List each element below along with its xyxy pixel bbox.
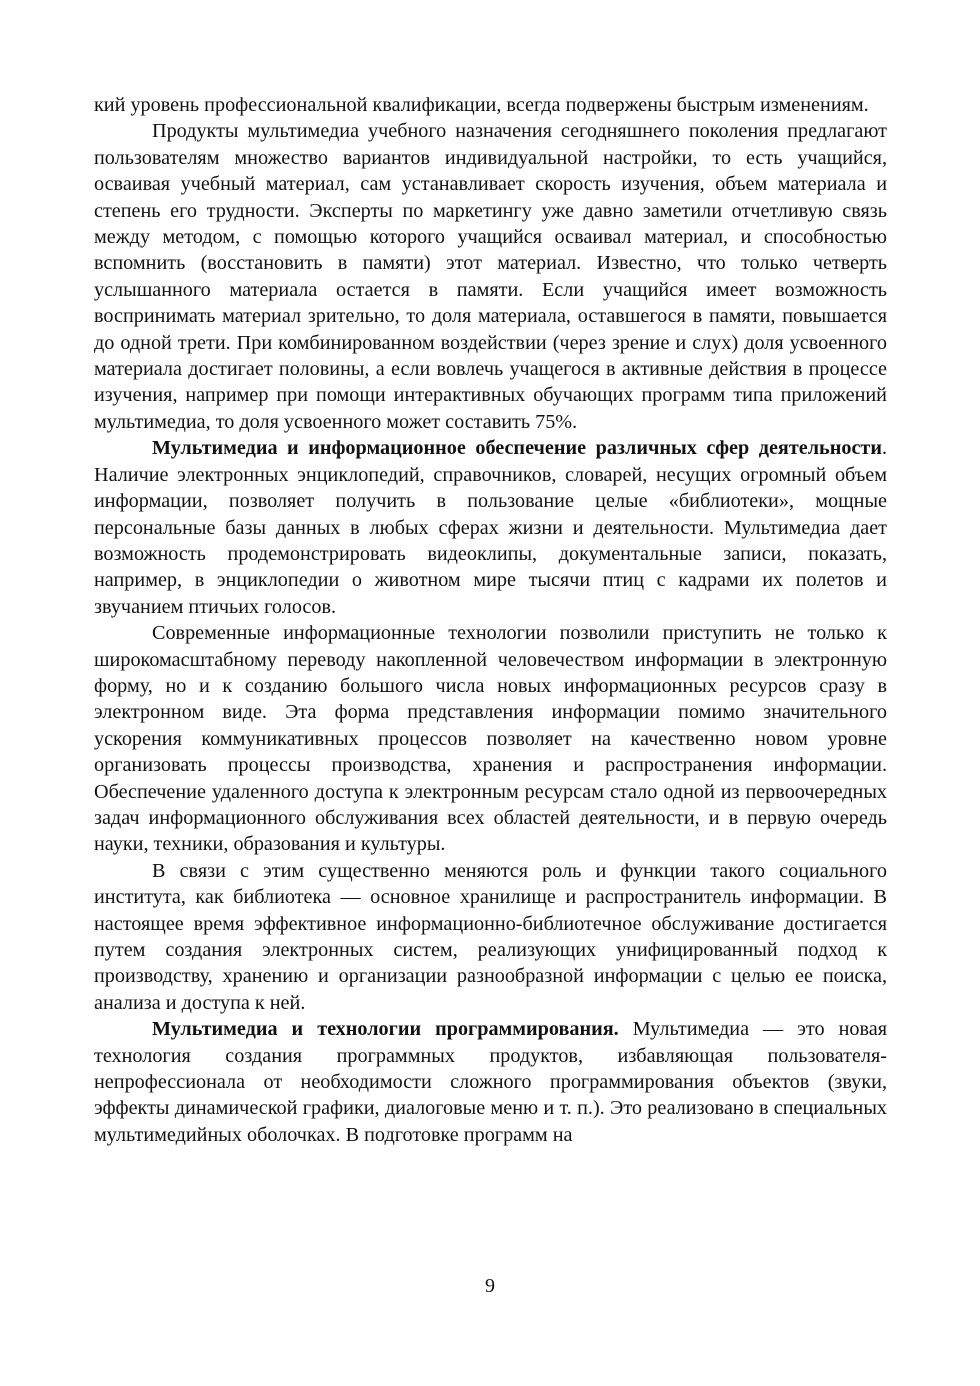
paragraph-modern-technologies: Современные информационные технологии позволили приступить не только к широкомасштабному переводу накопленной человечеством информации в электронную форму, но и к созданию большого числа новых информационных ресурсов сразу в электронном виде. Эта форма представления информации помимо значительного ускорения коммуникативных процессов позволяет на качественно новом уровне организовать процессы производства, хранения и распространения информации. Обеспечение удаленного доступа к электронным ресурсам стало одной из первоочередных задач информационного обслуживания всех областей деятельности, и в первую очередь науки, техники, образования и культуры. (94, 622, 887, 856)
page-body (94, 92, 887, 1148)
section-heading-programming: Мультимедиа и технологии программирования. (152, 1018, 619, 1041)
paragraph-text: . Наличие электронных энциклопедий, справочников, словарей, несущих огромный объем информации, позволяет получить в пользование целые «библиотеки», мощные персональные базы данных в любых сферах жизни и деятельности. Мультимедиа дает возможность продемонстрировать видеоклипы, документальные записи, показать, например, в энциклопедии о животном мире тысячи птиц с кадрами их полетов и звучанием птичьих голосов. (94, 437, 887, 618)
paragraph-programming (94, 1016, 887, 1148)
paragraph-library-role: В связи с этим существенно меняются роль и функции такого социального института, как библиотека — основное хранилище и распространитель информации. В настоящее время эффективное информационно-библиотечное обслуживание достигается путем создания электронных систем, реализующих унифицированный подход к производству, хранению и организации разнообразной информации с целью ее поиска, анализа и доступа к ней. (94, 859, 887, 1014)
paragraph-information-support (94, 435, 887, 620)
paragraph-learning-products: Продукты мультимедиа учебного назначения сегодняшнего поколения предлагают пользователям множество вариантов индивидуальной настройки, то есть учащийся, осваивая учебный материал, сам устанавливает скорость изучения, объем материала и степень его трудности. Эксперты по маркетингу уже давно заметили отчетливую связь между методом, с помощью которого учащийся осваивал материал, и способностью вспомнить (восстановить в памяти) этот материал. Известно, что только четверть услышанного материала остается в памяти. Если учащийся имеет возможность воспринимать материал зрительно, то доля материала, оставшегося в памяти, повышается до одной трети. При комбинированном воздействии (через зрение и слух) доля усвоенного материала достигает половины, а если вовлечь учащегося в активные действия в процессе изучения, например при помощи интерактивных обучающих программ типа приложений мультимедиа, то доля усвоенного может составить 75%. (94, 120, 887, 433)
paragraph-continuation: кий уровень профессиональной квалификации, всегда подвержены быстрым изменениям. (94, 94, 869, 116)
page-number: 9 (485, 1275, 495, 1297)
paragraph-text: Мультимедиа — это новая технология создания программных продуктов, избавляющая пользователя-непрофессионала от необходимости сложного программирования объектов (звуки, эффекты динамической графики, диалоговые меню и т. п.). Это реализовано в специальных мультимедийных оболочках. В подготовке программ на (94, 1018, 887, 1146)
section-heading-information-support: Мультимедиа и информационное обеспечение различных сфер деятельности (152, 437, 882, 460)
